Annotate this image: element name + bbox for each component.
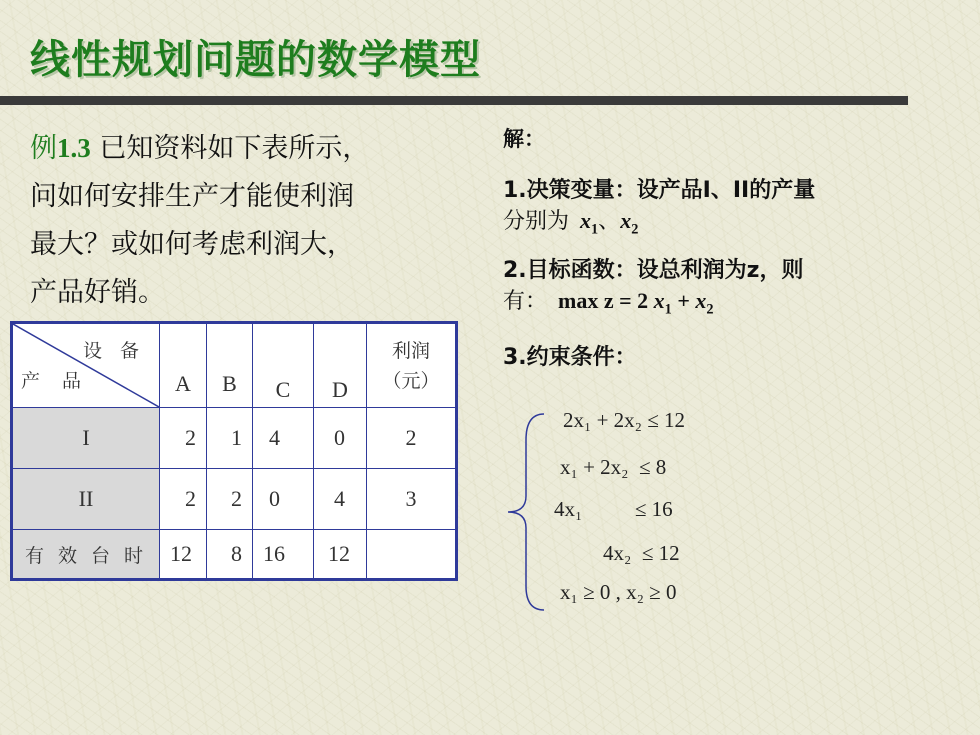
capacity-label: 有 效 台 时: [12, 530, 160, 580]
problem-line-4: 产品好销。: [30, 277, 165, 308]
solution-block: [503, 124, 815, 373]
capacity-profit-cell: [367, 530, 457, 580]
column-header: A: [160, 323, 207, 408]
column-header: C: [253, 323, 314, 408]
table-cell: 4: [253, 408, 314, 469]
table-cell: 0: [314, 408, 367, 469]
title-divider: [0, 96, 908, 105]
constraint-3: 4x₁ ≤ 16: [554, 497, 673, 521]
column-header: D: [314, 323, 367, 408]
row-header: I: [12, 408, 160, 469]
problem-line-2: 问如何安排生产才能使利润: [30, 181, 354, 212]
page-title: 线性规划问题的数学模型: [30, 37, 481, 83]
capacity-cell: 16: [253, 530, 314, 580]
step1-line1: 1.决策变量：设产品I、II的产量: [503, 178, 816, 203]
constraint-1: 2x₁ + 2x₂ ≤ 12: [563, 408, 686, 432]
capacity-cell: 12: [314, 530, 367, 580]
header-product: 产 品: [21, 370, 90, 392]
table-cell: 2: [160, 469, 207, 530]
row-header: II: [12, 469, 160, 530]
table-cell: 2: [207, 469, 253, 530]
constraint-5: x₁ ≥ 0 , x₂ ≥ 0: [560, 580, 677, 604]
table-cell: 1: [207, 408, 253, 469]
constraint-brace: [500, 410, 550, 615]
profit-cell: 3: [367, 469, 457, 530]
header-equipment: 设 备: [82, 340, 145, 362]
constraint-2: x₁ + 2x₂ ≤ 8: [560, 455, 667, 479]
capacity-cell: 12: [160, 530, 207, 580]
table-cell: 4: [314, 469, 367, 530]
table-cell: 2: [160, 408, 207, 469]
example-label: 例1.3: [30, 133, 91, 164]
step3-heading: 3.约束条件：: [503, 344, 637, 370]
problem-line-1: 例1.3 已知资料如下表所示，: [30, 133, 370, 164]
table-row: [12, 408, 457, 469]
diagonal-header-cell: [12, 323, 160, 408]
profit-header: 利润 （元）: [367, 323, 457, 408]
capacity-row: [12, 530, 457, 580]
solution-heading: 解：: [503, 127, 545, 151]
step2-line2: 有： max z = 2 $x_1 + x_2$: [503, 288, 714, 318]
resource-table: [10, 321, 458, 581]
step2-line1: 2.目标函数：设总利润为z，则: [503, 258, 804, 284]
constraint-4: 4x₂ ≤ 12: [603, 541, 680, 565]
step1-line2: 分别为 $x_1$、$x_2$: [503, 208, 639, 238]
profit-cell: 2: [367, 408, 457, 469]
capacity-cell: 8: [207, 530, 253, 580]
table-row: [12, 469, 457, 530]
column-header: B: [207, 323, 253, 408]
table-header-row: [12, 323, 457, 408]
problem-line-3: 最大？或如何考虑利润大，: [30, 229, 354, 260]
table-cell: 0: [253, 469, 314, 530]
problem-statement: [30, 124, 450, 317]
